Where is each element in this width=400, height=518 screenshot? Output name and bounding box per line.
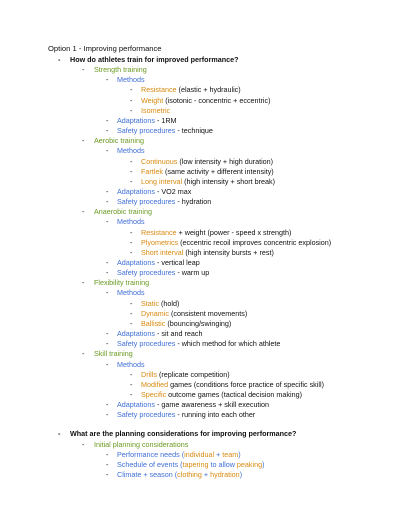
outline-text-segment: Safety procedures — [117, 410, 176, 420]
outline-text-segment: games (conditions force practice of specific skill) — [168, 379, 324, 389]
outline-text-segment: Adaptations — [117, 258, 155, 267]
outline-text-segment: hydration — [210, 470, 240, 479]
outline-text-segment: clothing — [177, 470, 202, 479]
outline-text-segment: - hydration — [175, 197, 212, 207]
outline-text-segment: Long interval — [141, 176, 183, 186]
outline-text-segment: - game awareness + skill execution — [154, 400, 270, 410]
outline-item-level-3 — [117, 360, 145, 369]
outline-text-segment: (replicate competition) — [156, 369, 230, 379]
bullet-dash: - — [82, 439, 85, 449]
outline-text-segment: Skill training — [94, 349, 133, 359]
outline-text-segment: Flexibility training — [94, 278, 150, 288]
bullet-dash: - — [106, 359, 109, 369]
outline-item-level-3 — [117, 450, 241, 459]
bullet-dash: - — [130, 369, 133, 379]
outline-text-segment: ) — [239, 470, 243, 479]
bullet-dash: - — [130, 166, 133, 176]
outline-text-segment: (elastic + hydraulic) — [176, 85, 241, 95]
outline-text-segment: individual — [184, 449, 215, 459]
outline-text-segment: Climate + season ( — [117, 470, 178, 479]
outline-text-segment: Strength training — [94, 65, 147, 75]
outline-text-segment: ) — [262, 459, 265, 469]
bullet-dash: - — [130, 85, 133, 95]
bullet-dash: - — [82, 278, 85, 288]
bullet-dash: - — [106, 197, 109, 207]
outline-text-segment: Fartlek — [141, 166, 163, 176]
outline-text-segment: + — [214, 449, 223, 459]
outline-text-segment: + weight (power - speed x strength) — [176, 227, 292, 237]
bullet-dash: - — [106, 339, 109, 349]
outline-item-level-4 — [141, 370, 230, 379]
outline-text-segment: Performance needs ( — [117, 449, 185, 459]
outline-text-segment: team — [222, 449, 239, 459]
outline-text-segment: Aerobic training — [94, 136, 144, 146]
bullet-dash: - — [106, 258, 109, 267]
outline-item-level-4 — [141, 96, 271, 105]
outline-text-segment: - running into each other — [175, 410, 256, 420]
outline-item-level-3 — [117, 146, 145, 155]
bullet-dash: - — [130, 237, 133, 247]
outline-item-level-4 — [141, 177, 275, 186]
outline-text-segment: Safety procedures — [117, 197, 176, 207]
outline-item-level-2 — [94, 440, 188, 449]
bullet-dash: - — [130, 156, 133, 166]
bullet-dash: - — [82, 349, 85, 359]
outline-text-segment: How do athletes train for improved performance? — [70, 55, 239, 64]
outline-item-level-2 — [94, 136, 144, 145]
outline-text-segment: outcome games (tactical decision making) — [166, 389, 302, 399]
outline-item-level-4 — [141, 309, 247, 318]
bullet-dash: - — [82, 207, 85, 217]
outline-text-segment: What are the planning considerations for improving performance? — [70, 429, 297, 439]
outline-text-segment: Adaptations — [117, 186, 155, 196]
outline-item-level-4 — [141, 167, 274, 176]
bullet-dash: - — [58, 429, 61, 439]
outline-text-segment: tapering — [182, 459, 209, 469]
outline-text-segment: Short interval — [141, 247, 184, 257]
outline-item-level-3 — [117, 329, 203, 338]
bullet-dash: - — [130, 176, 133, 186]
outline-text-segment: Weight — [141, 95, 164, 105]
outline-item-level-4 — [141, 319, 231, 328]
bullet-dash: - — [58, 55, 61, 64]
outline-text-segment: Adaptations — [117, 115, 155, 125]
outline-text-segment: Methods — [117, 146, 145, 156]
bullet-dash: - — [106, 217, 109, 227]
outline-text-segment: - 1RM — [154, 115, 177, 125]
outline-text-segment: Safety procedures — [117, 268, 176, 278]
bullet-dash: - — [106, 288, 109, 298]
outline-item-level-4 — [141, 380, 324, 389]
outline-text-segment: Methods — [117, 75, 145, 85]
outline-item-level-4 — [141, 106, 170, 115]
outline-item-level-2 — [94, 65, 147, 74]
outline-text-segment: (bouncing/swinging) — [165, 318, 232, 328]
bullet-dash: - — [130, 298, 133, 308]
outline-text-segment: Modified — [141, 379, 169, 389]
outline-text-segment: (high intensity + short break) — [182, 176, 276, 186]
outline-text-segment: (eccentric recoil improves concentric explosion) — [178, 237, 332, 247]
outline-text-segment: - technique — [175, 126, 213, 136]
bullet-dash: - — [130, 227, 133, 237]
outline-item-level-3 — [117, 470, 242, 479]
outline-item-level-3 — [117, 258, 200, 267]
outline-item-level-3 — [117, 268, 209, 277]
outline-item-level-4 — [141, 228, 291, 237]
bullet-dash: - — [106, 470, 109, 479]
document-title: Option 1 - Improving performance — [48, 44, 162, 53]
outline-text-segment: Anaerobic training — [94, 207, 152, 217]
outline-item-level-3 — [117, 217, 145, 226]
outline-text-segment: (hold) — [158, 298, 180, 308]
outline-item-level-3 — [117, 75, 145, 84]
outline-item-level-1 — [70, 55, 239, 64]
outline-text-segment: Safety procedures — [117, 339, 176, 349]
outline-text-segment: Adaptations — [117, 329, 155, 339]
bullet-dash: - — [130, 379, 133, 389]
outline-item-level-1 — [70, 429, 296, 438]
outline-text-segment: Schedule of events ( — [117, 459, 183, 469]
outline-text-segment: Adaptations — [117, 400, 155, 410]
outline-text-segment: Dynamic — [141, 308, 169, 318]
outline-item-level-4 — [141, 299, 179, 308]
outline-text-segment: (consistent movements) — [168, 308, 248, 318]
outline-text-segment: Specific — [141, 389, 167, 399]
outline-text-segment: Methods — [117, 359, 145, 369]
outline-item-level-4 — [141, 248, 274, 257]
outline-text-segment: Drills — [141, 369, 157, 379]
outline-item-level-3 — [117, 126, 213, 135]
outline-text-segment: to allow — [208, 459, 237, 469]
outline-text-segment: Safety procedures — [117, 126, 176, 136]
outline-text-segment: Resistance — [141, 227, 177, 237]
bullet-dash: - — [82, 65, 85, 75]
outline-item-level-3 — [117, 339, 280, 348]
bullet-dash: - — [82, 136, 85, 146]
outline-text-segment: - warm up — [175, 268, 210, 278]
outline-text-segment: Methods — [117, 288, 145, 298]
outline-item-level-3 — [117, 288, 145, 297]
outline-text-segment: peaking — [236, 459, 263, 469]
outline-item-level-3 — [117, 197, 211, 206]
outline-text-segment: Continuous — [141, 156, 178, 166]
outline-text-segment: (same activity + different intensity) — [162, 166, 274, 176]
outline-item-level-2 — [94, 207, 152, 216]
outline-text-segment: (high intensity bursts + rest) — [183, 247, 274, 257]
outline-item-level-3 — [117, 116, 177, 125]
outline-item-level-3 — [117, 400, 269, 409]
bullet-dash: - — [130, 105, 133, 115]
outline-text-segment: - vertical leap — [154, 258, 200, 267]
outline-item-level-2 — [94, 278, 149, 287]
bullet-dash: - — [106, 268, 109, 278]
bullet-dash: - — [106, 329, 109, 339]
outline-text-segment: Ballistic — [141, 318, 166, 328]
outline-item-level-4 — [141, 157, 273, 166]
bullet-dash: - — [130, 318, 133, 328]
bullet-dash: - — [106, 115, 109, 125]
bullet-dash: - — [130, 95, 133, 105]
outline-text-segment: Static — [141, 298, 159, 308]
outline-text-segment: Isometric — [141, 105, 171, 115]
bullet-dash: - — [106, 410, 109, 420]
outline-item-level-4 — [141, 390, 302, 399]
outline-item-level-3 — [117, 460, 264, 469]
outline-text-segment: Resistance — [141, 85, 177, 95]
bullet-dash: - — [106, 186, 109, 196]
outline-text-segment: + — [201, 470, 211, 479]
outline-item-level-4 — [141, 238, 331, 247]
bullet-dash: - — [106, 126, 109, 136]
outline-text-segment: Plyometrics — [141, 237, 179, 247]
bullet-dash: - — [130, 389, 133, 399]
outline-text-segment: ) — [238, 449, 241, 459]
outline-text-segment: Methods — [117, 217, 145, 227]
outline-item-level-3 — [117, 187, 191, 196]
bullet-dash: - — [106, 449, 109, 459]
bullet-dash: - — [130, 308, 133, 318]
bullet-dash: - — [106, 146, 109, 156]
outline-text-segment: Initial planning considerations — [94, 439, 189, 449]
outline-text-segment: (low intensity + high duration) — [177, 156, 274, 166]
outline-text-segment: - sit and reach — [154, 329, 203, 339]
outline-item-level-4 — [141, 85, 241, 94]
outline-text-segment: (isotonic - concentric + eccentric) — [163, 95, 271, 105]
outline-item-level-3 — [117, 410, 255, 419]
bullet-dash: - — [130, 247, 133, 257]
bullet-dash: - — [106, 75, 109, 85]
bullet-dash: - — [106, 400, 109, 410]
outline-text-segment: - which method for which athlete — [175, 339, 281, 349]
outline-text-segment: - VO2 max — [154, 186, 192, 196]
outline-item-level-2 — [94, 349, 133, 358]
bullet-dash: - — [106, 459, 109, 469]
